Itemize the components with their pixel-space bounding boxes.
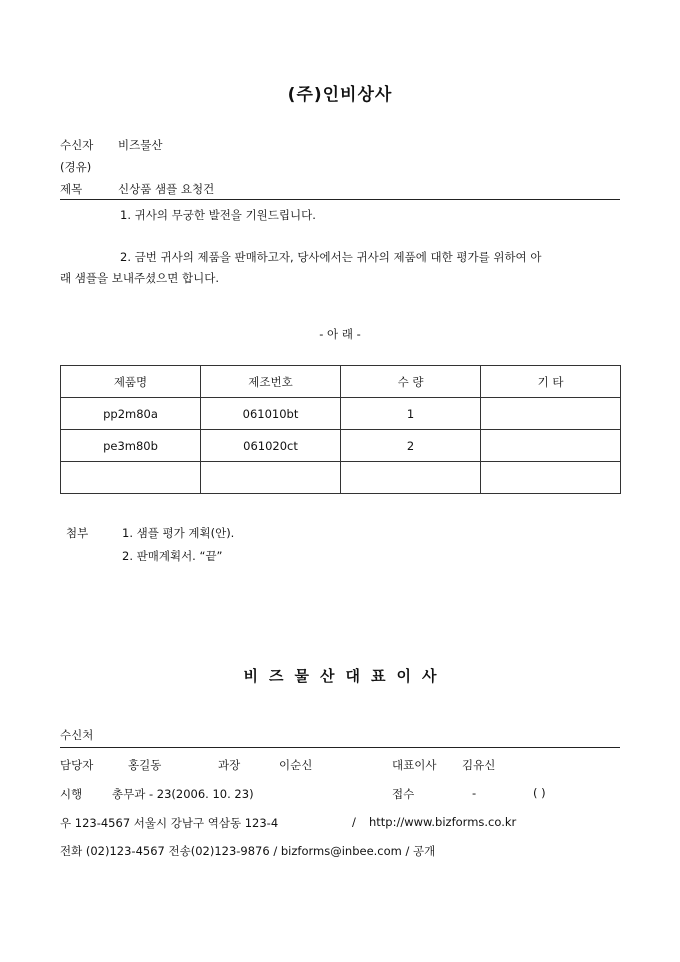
receipt-dash: -: [472, 786, 477, 800]
staff-name: 홍길동: [128, 758, 162, 772]
subject-value: 신상품 샘플 요청건: [118, 182, 215, 196]
manager-title: 과장: [218, 758, 241, 772]
staff-label: 담당자: [60, 758, 94, 772]
enforce-label: 시행: [60, 787, 83, 801]
cell-quantity: 1: [341, 398, 481, 430]
footer-divider: [60, 747, 620, 748]
address: 우 123-4567 서울시 강남구 역삼동 123-4: [60, 816, 279, 830]
paragraph-2-line-1: 2. 금번 귀사의 제품을 판매하고자, 당사에서는 귀사의 제품에 대한 평가를 위하여 아: [120, 250, 542, 264]
paragraph-2-line-2: 래 샘플을 보내주셨으면 합니다.: [60, 271, 220, 285]
via-label: (경유): [60, 160, 92, 174]
cell-other: [481, 462, 621, 494]
ceo-title: 대표이사: [392, 758, 437, 772]
receiver-label: 수신처: [60, 728, 94, 742]
header-other: 기 타: [481, 366, 621, 398]
header-quantity: 수 량: [341, 366, 481, 398]
below-heading: - 아 래 -: [319, 327, 361, 341]
cell-serial: 061010bt: [201, 398, 341, 430]
cell-product: pp2m80a: [61, 398, 201, 430]
receipt-paren: ( ): [533, 786, 546, 800]
cell-serial: 061020ct: [201, 430, 341, 462]
items-table: [60, 365, 621, 494]
cell-quantity: [341, 462, 481, 494]
representative-signature: 비즈물산대표이사: [243, 667, 448, 685]
company-title: (주)인비상사: [287, 85, 393, 105]
website-link[interactable]: http://www.bizforms.co.kr: [369, 815, 517, 829]
address-separator: /: [352, 815, 356, 829]
recipient-value: 비즈물산: [118, 138, 163, 152]
contact-line: 전화 (02)123-4567 전송(02)123-9876 / bizforms@inbee.com / 공개: [60, 844, 436, 858]
attachment-label: 첨부: [66, 526, 89, 540]
attachment-item-1: 1. 샘플 평가 계획(안).: [122, 526, 235, 540]
subject-divider: [60, 199, 620, 200]
header-product-name: 제품명: [61, 366, 201, 398]
attachment-item-2: 2. 판매계획서. “끝”: [122, 549, 223, 563]
enforce-value: 총무과 - 23(2006. 10. 23): [112, 787, 254, 801]
ceo-name: 김유신: [462, 758, 496, 772]
manager-name: 이순신: [279, 758, 313, 772]
table-row: [61, 430, 621, 462]
table-header-row: [61, 366, 621, 398]
cell-other: [481, 398, 621, 430]
cell-other: [481, 430, 621, 462]
cell-quantity: 2: [341, 430, 481, 462]
cell-serial: [201, 462, 341, 494]
recipient-label: 수신자: [60, 138, 94, 152]
subject-label: 제목: [60, 182, 83, 196]
paragraph-1: 1. 귀사의 무궁한 발전을 기원드립니다.: [120, 208, 316, 222]
header-serial-number: 제조번호: [201, 366, 341, 398]
table-row: [61, 462, 621, 494]
receipt-label: 접수: [392, 787, 415, 801]
cell-product: pe3m80b: [61, 430, 201, 462]
cell-product: [61, 462, 201, 494]
table-row: [61, 398, 621, 430]
